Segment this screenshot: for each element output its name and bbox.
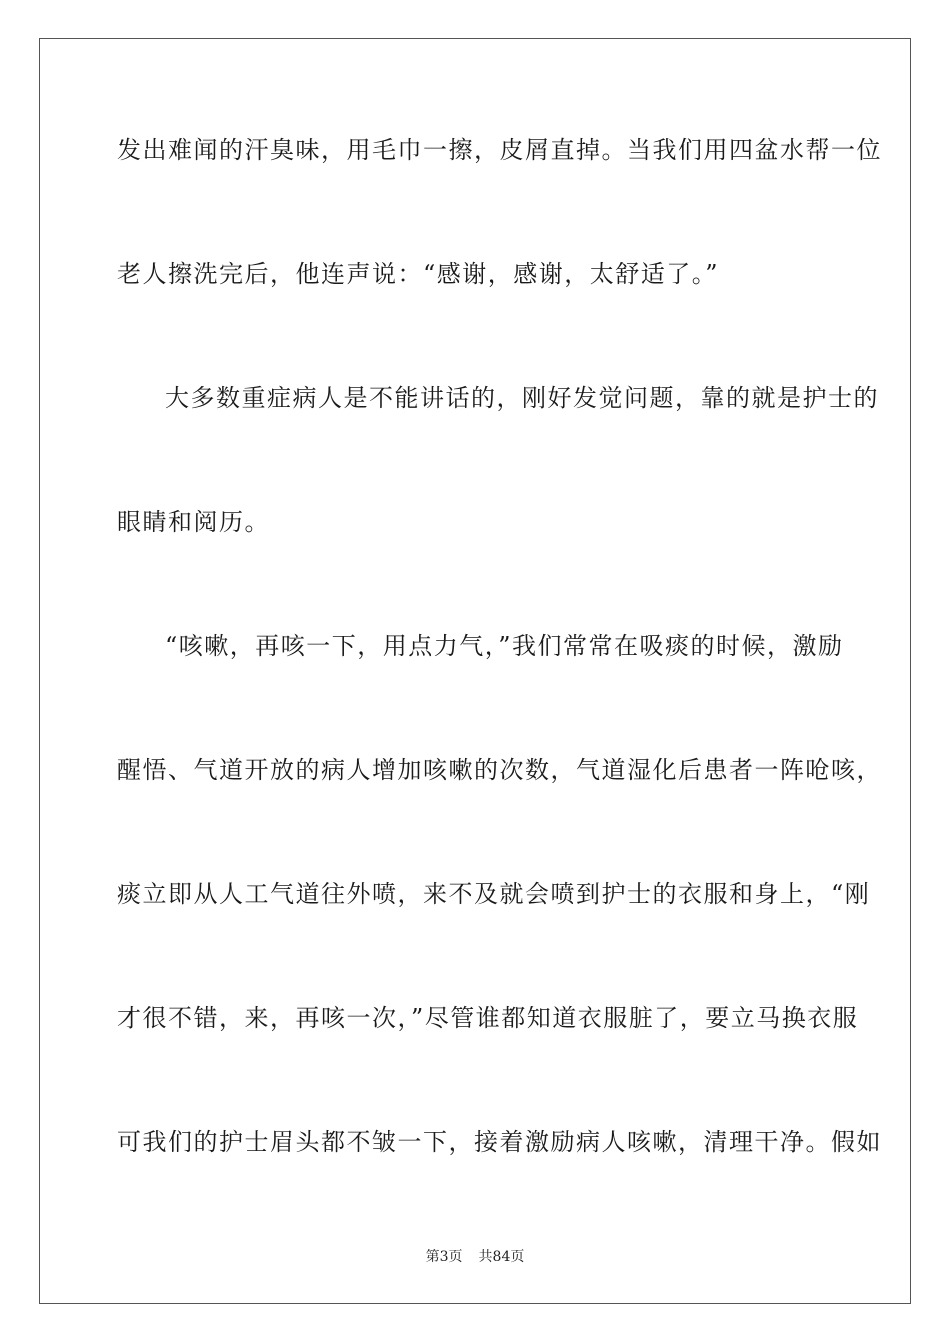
body-text-line: 可我们的护士眉头都不皱一下，接着激励病人咳嗽，清理干净。假如 xyxy=(117,1128,882,1156)
page-number: 第3页 xyxy=(425,1249,463,1265)
body-text-line: 才很不错，来，再咳一次，”尽管谁都知道衣服脏了，要立马换衣服 xyxy=(117,1004,859,1032)
body-text-line: 醒悟、气道开放的病人增加咳嗽的次数，气道湿化后患者一阵呛咳， xyxy=(117,756,882,784)
body-text-line: 老人擦洗完后，他连声说：“感谢，感谢，太舒适了。” xyxy=(117,260,720,288)
body-text-line: 眼睛和阅历。 xyxy=(117,508,270,536)
body-text-line: 痰立即从人工气道往外喷，来不及就会喷到护士的衣服和身上，“刚 xyxy=(117,880,871,908)
paragraph-start-line: “咳嗽，再咳一下，用点力气，”我们常常在吸痰的时候，激励 xyxy=(165,632,844,660)
paragraph-start-line: 大多数重症病人是不能讲话的，刚好发觉问题，靠的就是护士的 xyxy=(165,384,879,412)
body-text-line: 发出难闻的汗臭味，用毛巾一擦，皮屑直掉。当我们用四盆水帮一位 xyxy=(117,136,882,164)
page-footer xyxy=(0,1246,950,1266)
page-border xyxy=(39,38,911,1304)
total-pages: 共84页 xyxy=(478,1249,525,1265)
